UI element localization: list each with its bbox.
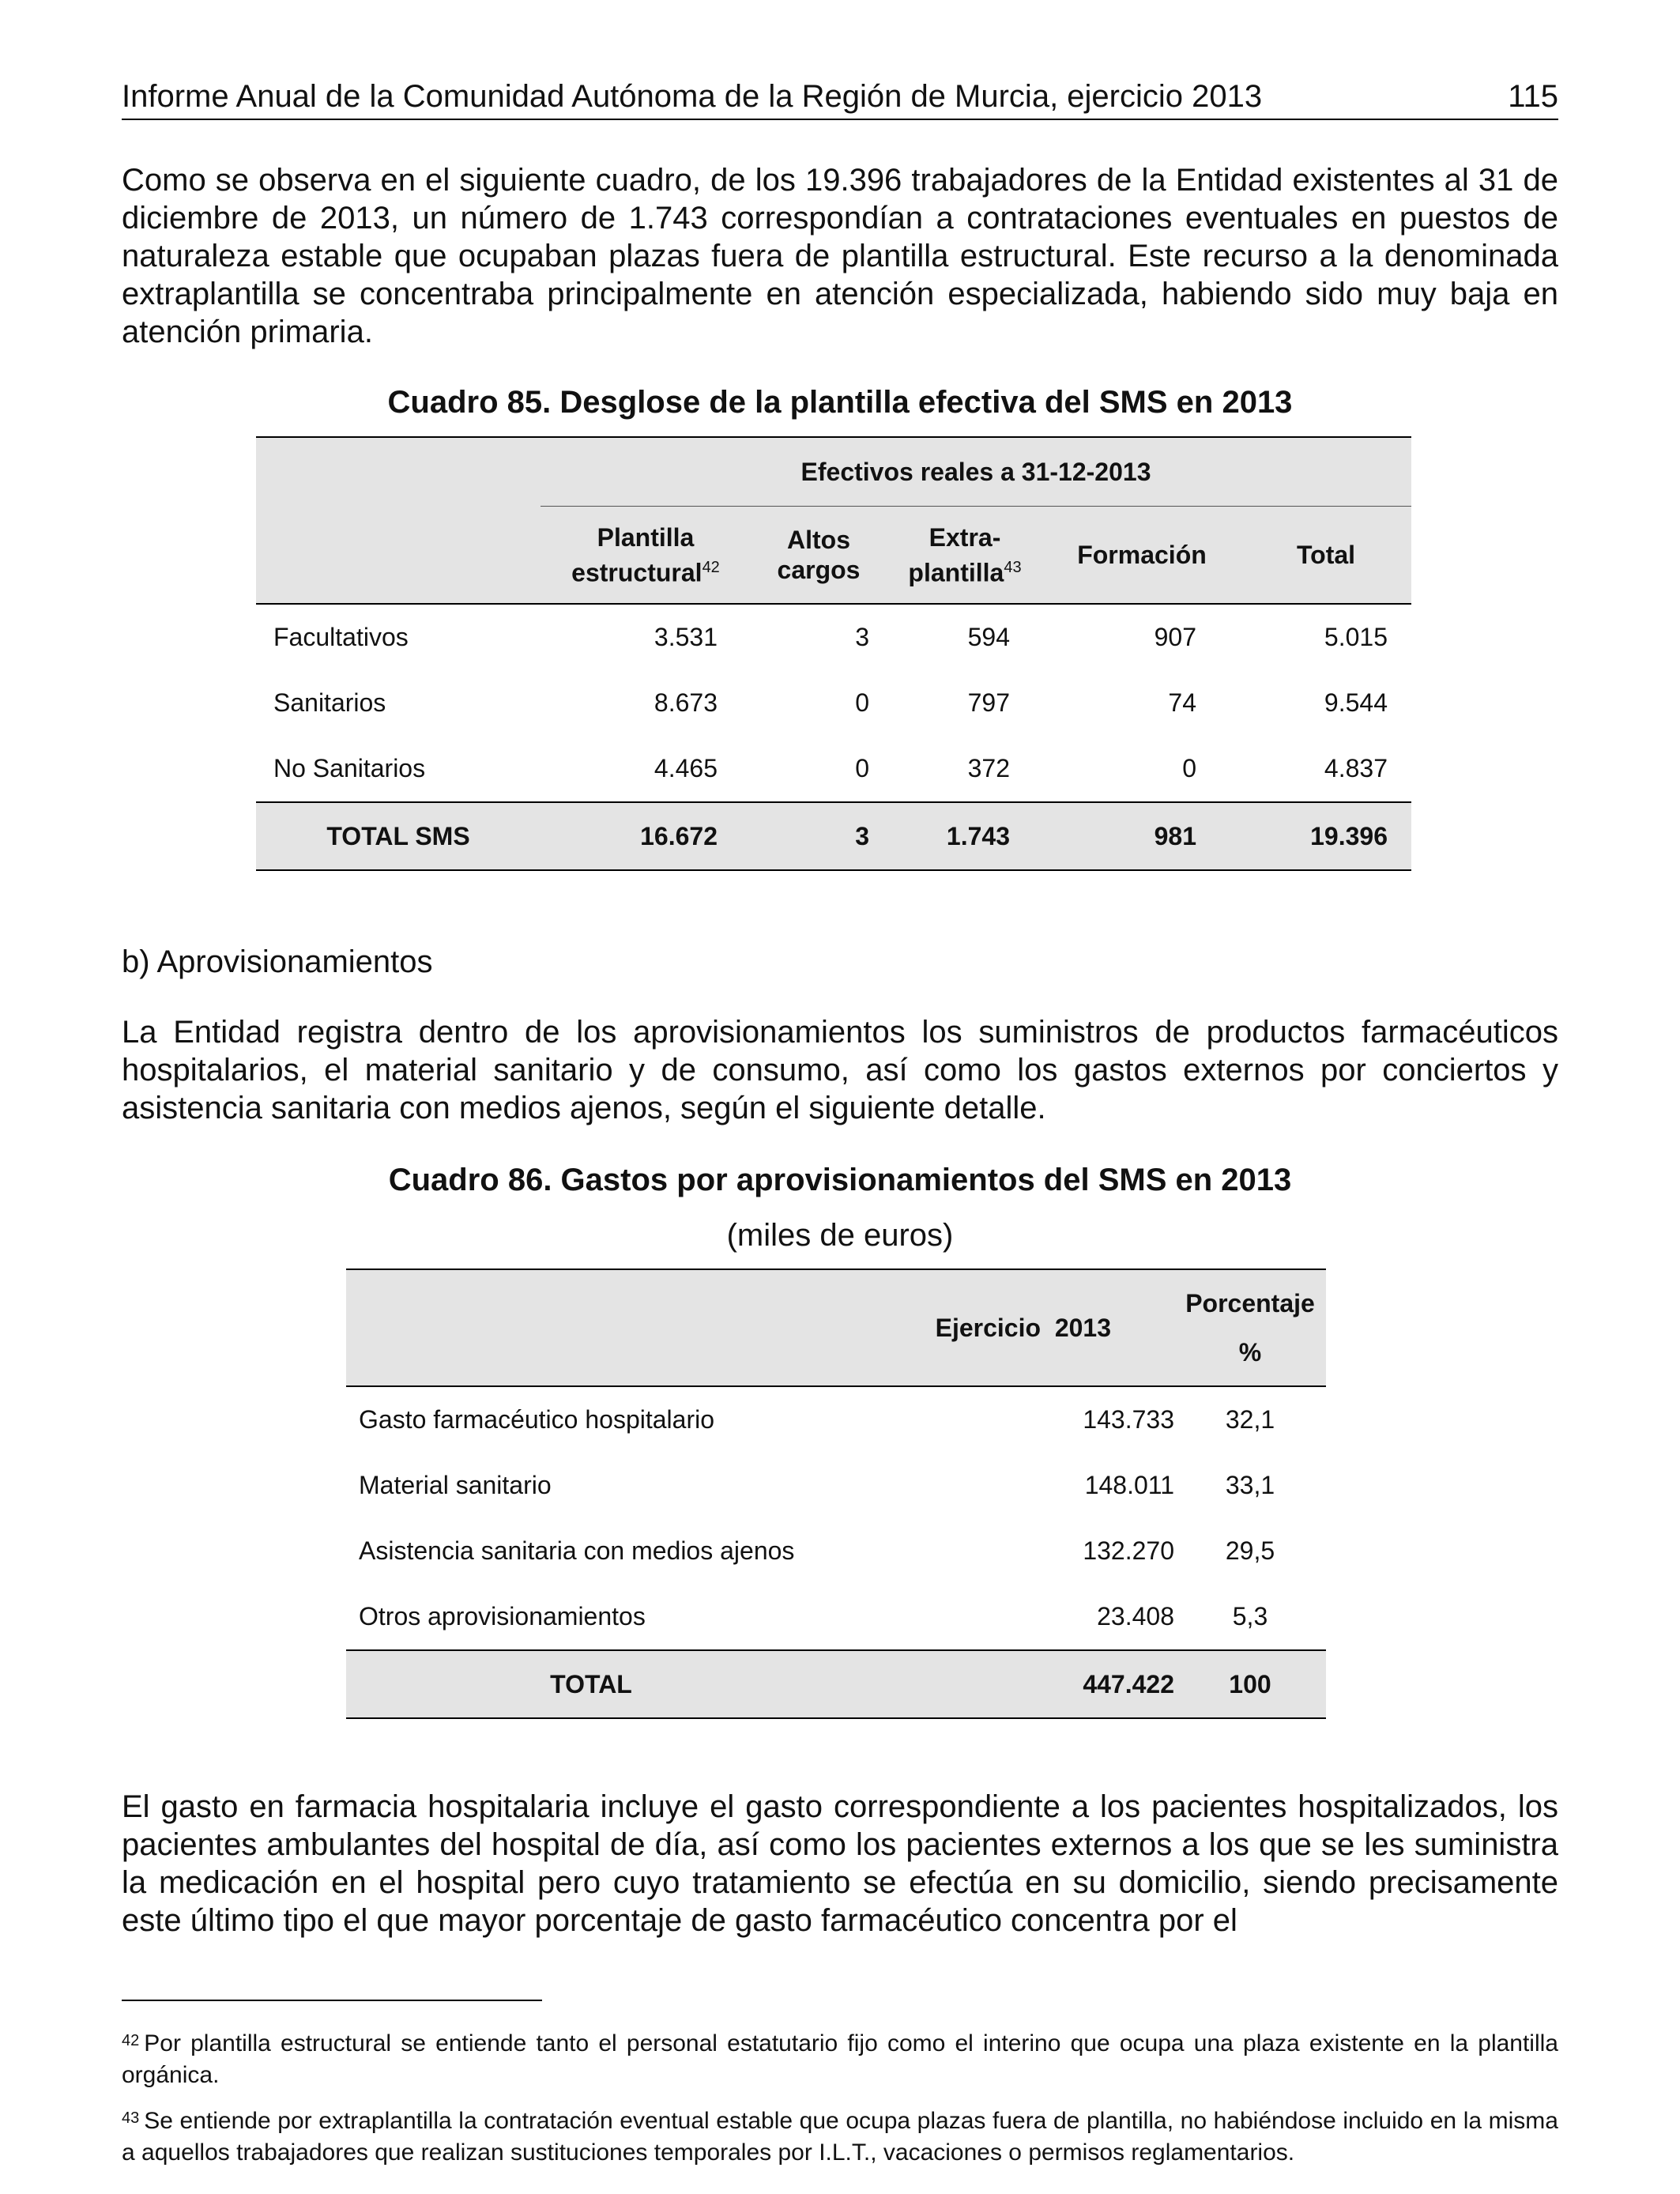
table86-subcaption: (miles de euros) [726, 1218, 954, 1253]
table-row: Gasto farmacéutico hospitalario 143.733 32,1 [359, 1405, 1275, 1434]
footnote-mark: 43 [122, 2109, 140, 2127]
section-b-heading: b) Aprovisionamientos [122, 944, 433, 979]
report-title: Informe Anual de la Comunidad Autónoma de la Región de Murcia, ejercicio 2013 [122, 79, 1263, 114]
col-header-plantilla: Plantilla estructural$^{42}$ [541, 507, 751, 605]
table-row: Facultativos 3.531 3 594 907 5.015 [273, 623, 1388, 651]
table-row: No Sanitarios 4.465 0 372 0 4.837 [273, 754, 1388, 782]
page-number: 115 [1508, 79, 1558, 114]
footnote-mark: 42 [122, 2032, 140, 2049]
table-total-row: TOTAL 447.422 100 [346, 1650, 1326, 1718]
footnote-divider [122, 2000, 542, 2001]
table-aprovisionamientos [346, 1269, 1326, 1719]
col-header-extraplantilla: Extra- plantilla$^{43}$ [887, 507, 1043, 605]
footnote-43 [122, 2105, 1558, 2169]
running-header [122, 74, 1558, 120]
table-row: Otros aprovisionamientos 23.408 5,3 [359, 1602, 1268, 1630]
table86-caption: Cuadro 86. Gastos por aprovisionamientos del SMS en 2013 [388, 1163, 1292, 1197]
table-total-row: TOTAL SMS 16.672 3 1.743 981 19.396 [256, 802, 1411, 870]
table-row: Material sanitario 148.011 33,1 [359, 1471, 1275, 1499]
col-header-porcentaje: Porcentaje % [1174, 1269, 1326, 1386]
footnote-text: Se entiende por extraplantilla la contratación eventual estable que ocupa plazas fuera de plantilla, no habiéndose incluido en la misma a aquellos trabajadores que realizan sustituciones temporales por I.L.T., vacaciones o permisos reglamentarios. [122, 2108, 1558, 2166]
table-row: Sanitarios 8.673 0 797 74 9.544 [273, 688, 1388, 717]
table-plantilla-efectiva [256, 436, 1411, 871]
table85-group-header: Efectivos reales a 31-12-2013 [541, 437, 1411, 507]
footnote-text: Por plantilla estructural se entiende tanto el personal estatutario fijo como el interino que ocupa una plaza existente en la plantilla orgánica. [122, 2030, 1558, 2088]
section-b-paragraph: La Entidad registra dentro de los aprovisionamientos los suministros de productos farmacéuticos hospitalarios, el material sanitario y de consumo, así como los gastos externos por conciertos y asistencia sanitaria con medios ajenos, según el siguiente detalle. [122, 1015, 1558, 1125]
col-header-ejercicio: Ejercicio 2013 [836, 1269, 1174, 1386]
table-row: Asistencia sanitaria con medios ajenos 132.270 29,5 [359, 1536, 1275, 1565]
footnote-ref-42: 42 [702, 558, 720, 576]
col-header-total: Total [1241, 507, 1411, 605]
col-header-altos-cargos: Altos cargos [751, 507, 887, 605]
intro-paragraph: Como se observa en el siguiente cuadro, de los 19.396 trabajadores de la Entidad existentes al 31 de diciembre de 2013, un número de 1.743 correspondían a contrataciones eventuales en puestos de naturaleza estable que ocupaban plazas fuera de plantilla estructural. Este recurso a la denominada extraplantilla se concentraba principalmente en atención especializada, habiendo sido muy baja en atención primaria. [122, 163, 1558, 349]
table85-corner-cell [256, 437, 541, 604]
footnote-ref-43: 43 [1004, 558, 1022, 576]
table85-caption: Cuadro 85. Desglose de la plantilla efectiva del SMS en 2013 [387, 385, 1293, 420]
table86-corner-cell [346, 1269, 836, 1386]
col-header-formacion: Formación [1043, 507, 1241, 605]
footnote-42 [122, 2028, 1558, 2091]
closing-paragraph: El gasto en farmacia hospitalaria incluye el gasto correspondiente a los pacientes hospitalizados, los pacientes ambulantes del hospital de día, así como los pacientes externos a los que se les suministra la medicación en el hospital pero cuyo tratamiento se efectúa en su domicilio, siendo precisamente este último tipo el que mayor porcentaje de gasto farmacéutico concentra por el [122, 1789, 1558, 1938]
